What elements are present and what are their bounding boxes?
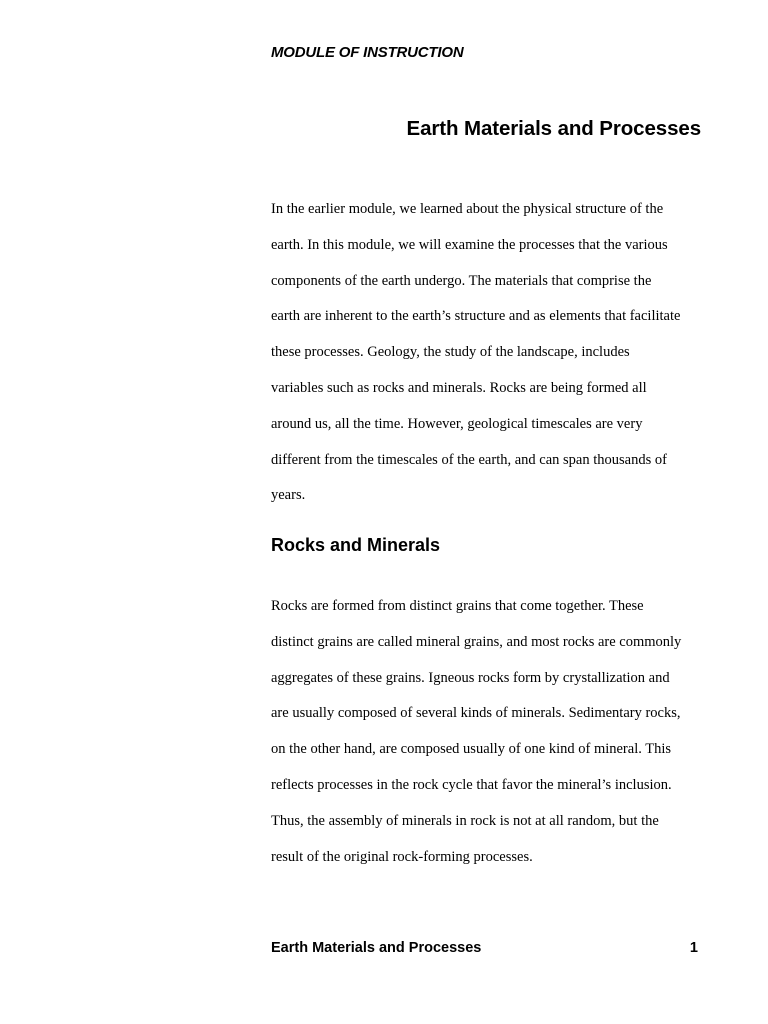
paragraph-line: earth. In this module, we will examine the processes that the various [271, 236, 668, 253]
paragraph-line: In the earlier module, we learned about the physical structure of the [271, 201, 664, 217]
paragraph-line: Thus, the assembly of minerals in rock is not at all random, but the [271, 812, 659, 829]
section-heading: Rocks and Minerals [271, 535, 441, 555]
paragraph-line: these processes. Geology, the study of the landscape, includes [271, 344, 630, 361]
paragraph-line: years. [271, 487, 306, 504]
paragraph-line: are usually composed of several kinds of minerals. Sedimentary rocks, [271, 705, 681, 722]
paragraph-line: around us, all the time. However, geological timescales are very [271, 415, 643, 432]
paragraph-line: aggregates of these grains. Igneous rocks form by crystallization and [271, 669, 670, 686]
paragraph-line: different from the timescales of the earth, and can span thousands of [271, 451, 667, 468]
paragraph-line: variables such as rocks and minerals. Rocks are being formed all [271, 379, 647, 396]
paragraph-line: result of the original rock-forming processes. [271, 848, 533, 865]
paragraph-line: Rocks are formed from distinct grains that come together. These [271, 598, 644, 614]
footer-title: Earth Materials and Processes [271, 940, 482, 956]
section-paragraph [271, 597, 681, 883]
page-number: 1 [689, 940, 698, 956]
paragraph-line: on the other hand, are composed usually of one kind of mineral. This [271, 741, 671, 758]
page-title: Earth Materials and Processes [406, 117, 701, 140]
paragraph-line: reflects processes in the rock cycle that favor the mineral’s inclusion. [271, 776, 672, 793]
paragraph-line: components of the earth undergo. The materials that comprise the [271, 272, 652, 289]
paragraph-line: earth are inherent to the earth’s structure and as elements that facilitate [271, 308, 681, 325]
paragraph-line: distinct grains are called mineral grains, and most rocks are commonly [271, 633, 682, 650]
running-header: MODULE OF INSTRUCTION [271, 44, 464, 61]
intro-paragraph [271, 200, 680, 522]
